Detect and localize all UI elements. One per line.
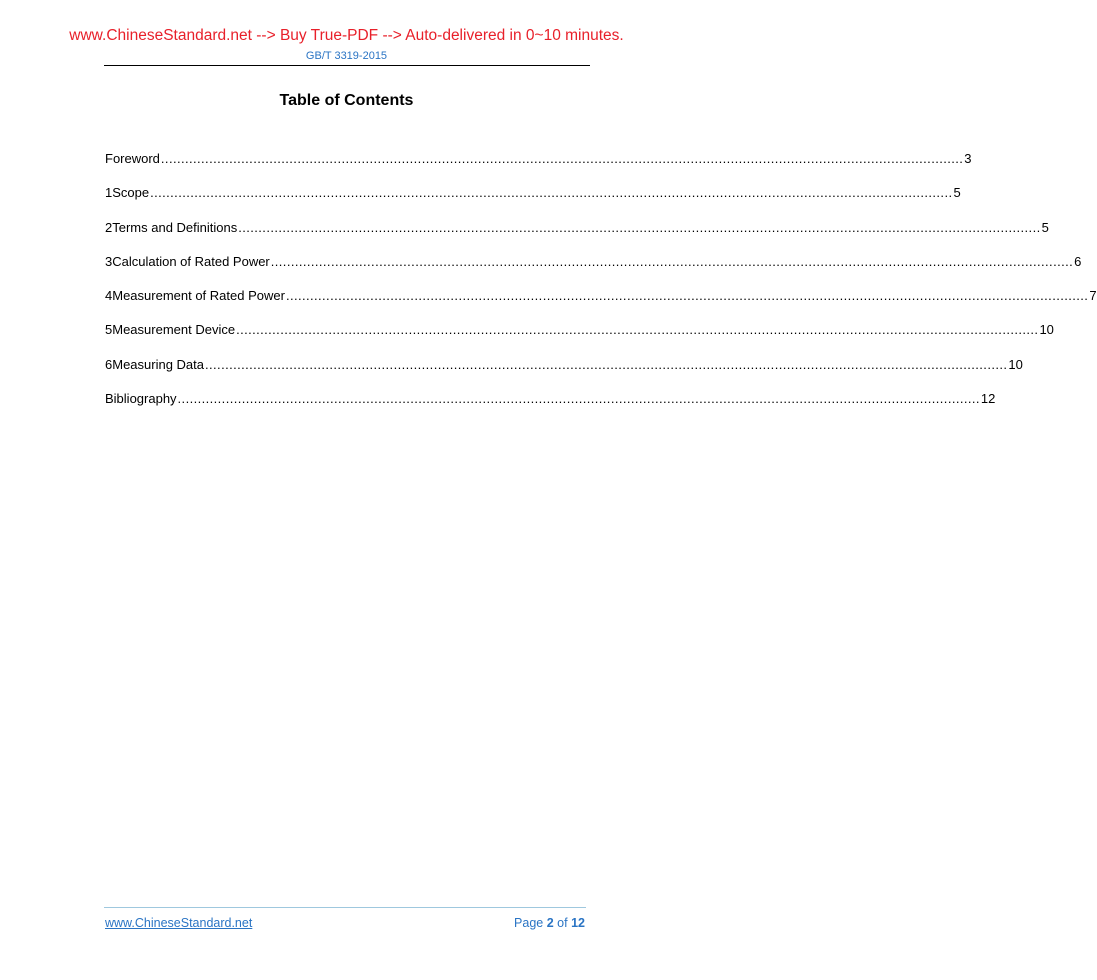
toc-entry-page: 12 — [980, 391, 996, 407]
toc-entry-page: 3 — [964, 151, 972, 166]
toc-entry-number: 2 — [105, 219, 113, 235]
page-of: of — [557, 916, 568, 930]
toc-entry-page: 5 — [1041, 219, 1049, 235]
toc-entry-label: Measurement of Rated Power — [112, 288, 285, 304]
toc-entry-page: 10 — [1008, 356, 1023, 372]
toc-entry-page: 10 — [1039, 322, 1054, 338]
toc-entry-foreword[interactable] — [105, 150, 972, 184]
toc-entry-label: Calculation of Rated Power — [112, 253, 270, 269]
toc-entry-number: 6 — [105, 356, 113, 372]
toc-entry-label: Terms and Definitions — [112, 219, 238, 235]
toc-dot-leader: ........................................................................................................................................................................................................ — [270, 253, 1074, 269]
toc-entry-page: 7 — [1089, 288, 1097, 304]
page-current: 2 — [546, 916, 554, 930]
toc-entry-label: Measurement Device — [112, 322, 236, 338]
header-divider — [104, 65, 590, 66]
document-code: GB/T 3319-2015 — [305, 50, 388, 62]
toc-entry-label: Bibliography — [105, 391, 177, 407]
toc-entry-label: Foreword — [105, 151, 160, 166]
toc-entry-calculation-of-rated-power[interactable] — [105, 253, 1082, 287]
page-total: 12 — [571, 916, 585, 930]
toc-dot-leader: ........................................................................................................................................................................................................ — [285, 288, 1089, 304]
toc-entry-number: 1 — [105, 185, 113, 201]
toc-entry-page: 5 — [953, 185, 961, 201]
toc-entry-label: Scope — [112, 185, 150, 201]
toc-dot-leader: ........................................................................................................................................................................................................ — [160, 151, 964, 166]
toc-entry-page: 6 — [1074, 253, 1082, 269]
table-of-contents — [105, 150, 1097, 424]
toc-dot-leader: ........................................................................................................................................................................................................ — [205, 356, 1008, 372]
toc-entry-number: 4 — [105, 288, 113, 304]
page-prefix: Page — [514, 916, 544, 930]
toc-entry-measurement-of-rated-power[interactable] — [105, 287, 1097, 321]
toc-entry-terms-and-definitions[interactable] — [105, 219, 1049, 253]
toc-entry-number: 5 — [105, 322, 113, 338]
footer-site-link[interactable]: www.ChineseStandard.net — [105, 916, 253, 930]
toc-entry-scope[interactable] — [105, 184, 961, 218]
toc-dot-leader: ........................................................................................................................................................................................................ — [238, 219, 1041, 235]
toc-entry-measurement-device[interactable] — [105, 321, 1054, 355]
toc-entry-label: Measuring Data — [112, 356, 205, 372]
toc-entry-measuring-data[interactable] — [105, 356, 1023, 390]
toc-dot-leader: ........................................................................................................................................................................................................ — [177, 391, 980, 407]
toc-entry-number: 3 — [105, 253, 113, 269]
toc-dot-leader: ........................................................................................................................................................................................................ — [236, 322, 1039, 338]
toc-dot-leader: ........................................................................................................................................................................................................ — [150, 185, 953, 201]
page-title: Table of Contents — [279, 92, 414, 109]
footer-divider — [104, 907, 586, 908]
page-number — [514, 916, 585, 930]
header-banner: www.ChineseStandard.net --> Buy True-PDF --> Auto-delivered in 0~10 minutes. — [69, 27, 624, 44]
toc-entry-bibliography[interactable] — [105, 390, 996, 424]
